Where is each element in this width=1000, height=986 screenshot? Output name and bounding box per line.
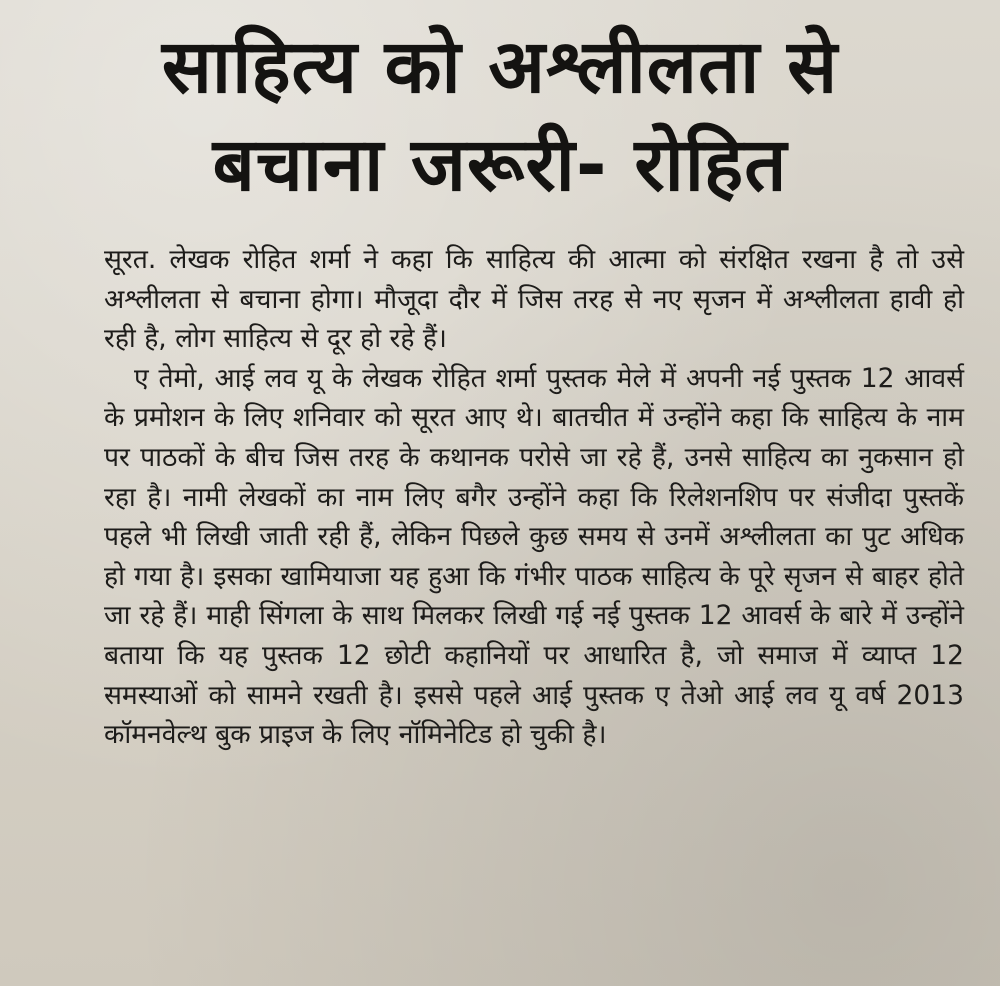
headline-line-1: साहित्य को अश्लीलता से [161,24,839,110]
headline [40,18,960,214]
article-paragraph-1: सूरत. लेखक रोहित शर्मा ने कहा कि साहित्य की आत्मा को संरक्षित रखना है तो उसे अश्लीलता से बचाना होगा। मौजूदा दौर में जिस तरह से नए सृजन में अश्लीलता हावी हो रही है, लोग साहित्य से दूर हो रहे हैं। [104,244,964,355]
article-paragraph-2: ए तेमो, आई लव यू के लेखक रोहित शर्मा पुस्तक मेले में अपनी नई पुस्तक 12 आवर्स के प्रमोशन के लिए शनिवार को सूरत आए थे। बातचीत में उन्होंने कहा कि साहित्य के नाम पर पाठकों के बीच जिस तरह के कथानक परोसे जा रहे हैं, उनसे साहित्य का नुकसान हो रहा है। नामी लेखकों का नाम लिए बगैर उन्होंने कहा कि रिलेशनशिप पर संजीदा पुस्तकें पहले भी लिखी जाती रही हैं, लेकिन पिछले कुछ समय से उनमें अश्लीलता का पुट अधिक हो गया है। इसका खामियाजा यह हुआ कि गंभीर पाठक साहित्य के पूरे सृजन से बाहर होते जा रहे हैं। माही सिंगला के साथ मिलकर लिखी गई नई पुस्तक 12 आवर्स के बारे में उन्होंने बताया कि यह पुस्तक 12 छोटी कहानियों पर आधारित है, जो समाज में व्याप्त 12 समस्याओं को सामने रखती है। इससे पहले आई पुस्तक ए तेओ आई लव यू वर्ष 2013 कॉमनवेल्थ बुक प्राइज के लिए नॉमिनेटिड हो चुकी है। [104,362,964,751]
article-body [104,240,964,755]
headline-line-2: बचाना जरूरी- रोहित [212,122,788,208]
